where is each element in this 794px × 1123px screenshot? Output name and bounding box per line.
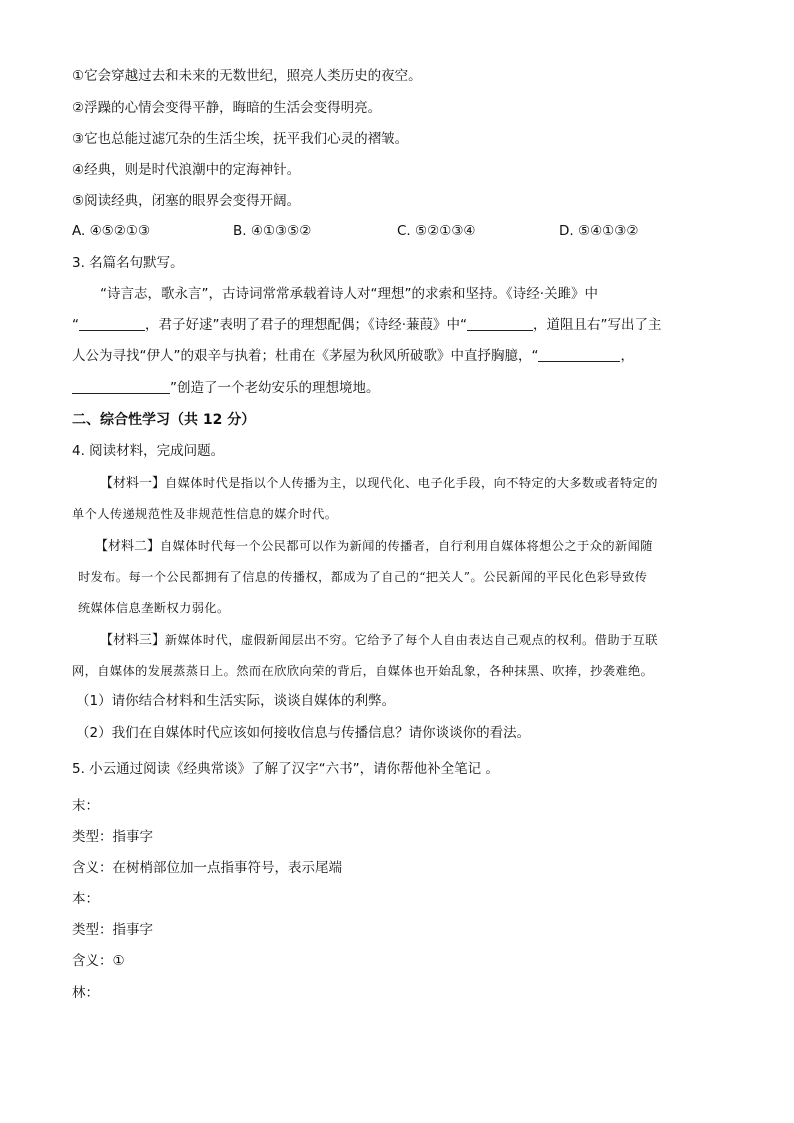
note-line-1: 末： — [72, 798, 99, 814]
material-1-line-2: 单个人传递规范性及非规范性信息的媒介时代。 — [72, 507, 338, 521]
question-5-title: 5. 小云通过阅读《经典常谈》了解了汉字“六书”，请你帮他补全笔记 。 — [72, 761, 499, 777]
material-2-line-2: 时发布。每一个公民都拥有了信息的传播权，都成为了自己的“把关人”。公民新闻的平民化色彩导致传 — [78, 570, 648, 584]
note-line-4: 本： — [72, 891, 99, 907]
note-line-6: 含义：① — [72, 953, 125, 969]
note-line-7: 林： — [72, 985, 99, 1001]
note-line-5: 类型：指事字 — [72, 922, 153, 938]
sub-question-1: （1）请你结合材料和生活实际，谈谈自媒体的利弊。 — [76, 693, 396, 709]
q3-line-3: 人公为寻找“伊人”的艰辛与执着；杜甫在《茅屋为秋风所破歌》中直抒胸臆，“ ， — [72, 348, 634, 364]
option-b[interactable]: B. ④①③⑤② — [233, 223, 312, 239]
sentence-2: ②浮躁的心情会变得平静，晦暗的生活会变得明亮。 — [72, 100, 382, 116]
question-3-title: 3. 名篇名句默写。 — [72, 255, 184, 271]
option-d[interactable]: D. ⑤④①③② — [559, 223, 639, 239]
q3-line-1: “诗言志，歌永言”，古诗词常常承载着诗人对“理想”的求索和坚持。《诗经·关雎》中 — [100, 286, 599, 302]
q3-line-2: “ ，君子好逑”表明了君子的理想配偶；《诗经·蒹葭》中“ ，道阻且右”写出了主 — [72, 317, 662, 333]
blank-1[interactable] — [79, 316, 145, 331]
material-3-line-2: 网，自媒体的发展蒸蒸日上。然而在欣欣向荣的背后，自媒体也开始乱象，各种抹黑、吹捧，抄袭难绝。 — [72, 664, 654, 678]
note-line-3: 含义：在树梢部位加一点指事符号，表示尾端 — [72, 860, 342, 876]
blank-2[interactable] — [467, 316, 533, 331]
sentence-3: ③它也总能过滤冗杂的生活尘埃，抚平我们心灵的褶皱。 — [72, 131, 409, 147]
blank-3[interactable] — [538, 347, 620, 362]
blank-4[interactable] — [72, 379, 170, 394]
sentence-4: ④经典，则是时代浪潮中的定海神针。 — [72, 162, 301, 178]
option-c[interactable]: C. ⑤②①③④ — [397, 223, 476, 239]
sentence-1: ①它会穿越过去和未来的无数世纪，照亮人类历史的夜空。 — [72, 68, 422, 84]
sub-question-2: （2）我们在自媒体时代应该如何接收信息与传播信息？请你谈谈你的看法。 — [76, 725, 531, 741]
material-1-line-1: 【材料一】自媒体时代是指以个人传播为主，以现代化、电子化手段，向不特定的大多数或者特定的 — [100, 476, 658, 491]
material-3-line-1: 【材料三】新媒体时代，虚假新闻层出不穷。它给予了每个人自由表达自己观点的权利。借助于互联 — [100, 633, 658, 648]
note-line-2: 类型：指事字 — [72, 829, 153, 845]
question-4-title: 4. 阅读材料，完成问题。 — [72, 443, 225, 459]
material-2-line-3: 统媒体信息垄断权力弱化。 — [78, 601, 230, 615]
material-3-tag: 【材料三】 — [100, 633, 166, 648]
option-a[interactable]: A. ④⑤②①③ — [72, 223, 151, 239]
material-2-line-1: 【材料二】自媒体时代每一个公民都可以作为新闻的传播者，自行利用自媒体将想公之于众的新闻随 — [95, 539, 653, 554]
answer-options — [72, 222, 732, 240]
q3-line-4: ”创造了一个老幼安乐的理想境地。 — [72, 379, 380, 397]
material-2-tag: 【材料二】 — [95, 539, 161, 554]
question-3-body — [72, 285, 726, 405]
material-1-tag: 【材料一】 — [100, 476, 166, 491]
sentence-5: ⑤阅读经典，闭塞的眼界会变得开阔。 — [72, 193, 301, 209]
section-2-title: 二、综合性学习（共 12 分） — [72, 412, 256, 428]
